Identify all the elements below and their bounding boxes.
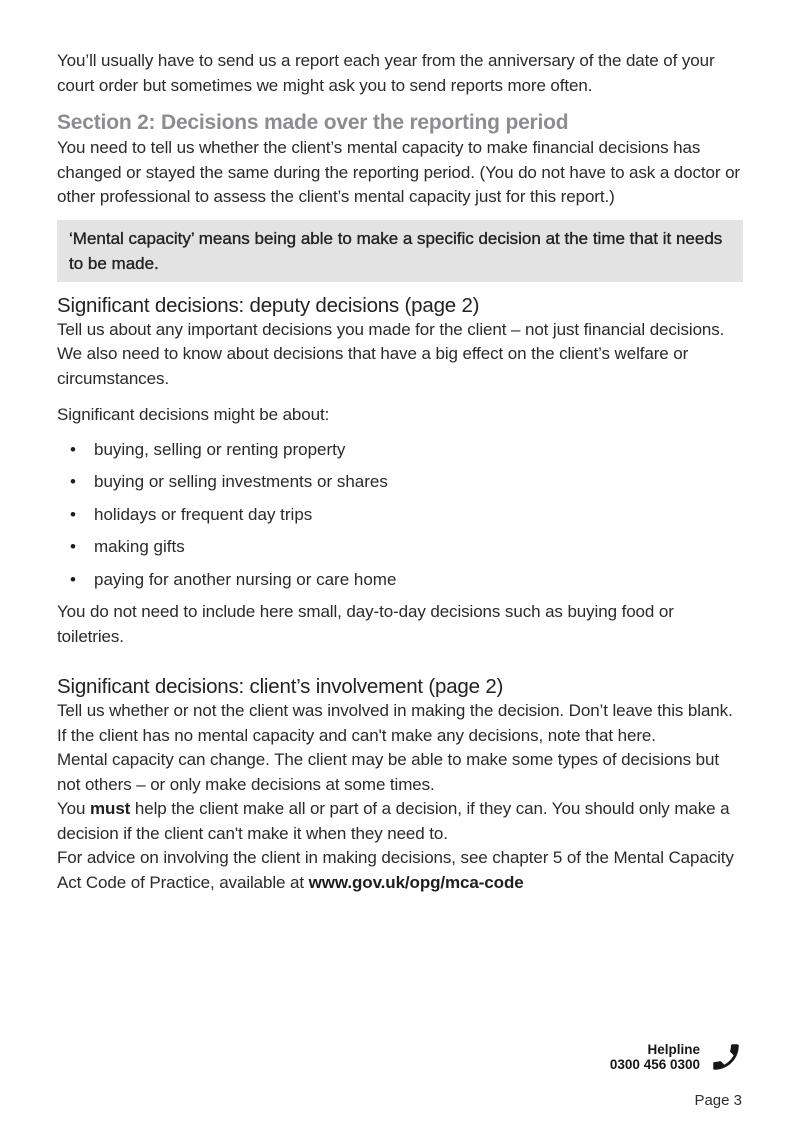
involvement-paragraph-4	[57, 846, 743, 895]
list-item: • holidays or frequent day trips	[57, 503, 743, 528]
page-number: Page 3	[694, 1092, 742, 1109]
callout-text: ‘Mental capacity’ means being able to make a specific decision at the time that it needs to be made.	[69, 228, 723, 273]
involvement-paragraph-2: Mental capacity can change. The client may be able to make some types of decisions but not others – or only make decisions at some times.	[57, 750, 720, 794]
deputy-decisions-heading: Significant decisions: deputy decisions (page 2)	[57, 293, 480, 317]
involvement-paragraph-1: Tell us whether or not the client was involved in making the decision. Don’t leave this blank. If the client has no mental capacity and can't make any decisions, note that here.	[57, 701, 733, 745]
helpline-footer	[610, 1040, 743, 1074]
paragraph-text: help the client make all or part of a decision, if they can. You should only make a decision if the client can't make it when they need to.	[57, 799, 730, 843]
deputy-decisions-paragraph: Tell us about any important decisions you made for the client – not just financial decisions. We also need to know about decisions that have a big effect on the client’s welfare or circumstances.	[57, 319, 725, 388]
list-item: • making gifts	[57, 535, 743, 560]
helpline-text-block	[610, 1042, 700, 1073]
involvement-paragraph-3	[57, 797, 743, 846]
mental-capacity-callout	[57, 220, 743, 282]
section-intro-paragraph: You need to tell us whether the client’s mental capacity to make financial decisions has changed or stayed the same during the reporting period. (You do not have to ask a doctor or other professional to assess the client’s mental capacity just for this report.)	[57, 138, 740, 206]
day-to-day-paragraph: You do not need to include here small, day-to-day decisions such as buying food or toiletries.	[57, 602, 674, 646]
section-2-heading: Section 2: Decisions made over the reporting period	[57, 111, 569, 134]
list-item: • paying for another nursing or care home	[57, 568, 743, 593]
paragraph-text: For advice on involving the client in making decisions, see chapter 5 of the Mental Capacity Act Code of Practice, available at	[57, 848, 734, 892]
list-intro-paragraph: Significant decisions might be about:	[57, 405, 330, 424]
intro-paragraph: You’ll usually have to send us a report each year from the anniversary of the date of your court order but sometimes we might ask you to send reports more often.	[57, 51, 715, 95]
page-content	[57, 0, 743, 895]
significant-decisions-list	[57, 438, 743, 593]
helpline-number: 0300 456 0300	[609, 1057, 700, 1072]
list-item: • buying, selling or renting property	[57, 438, 743, 463]
must-emphasis: must	[90, 799, 131, 818]
helpline-label: Helpline	[647, 1041, 700, 1057]
phone-icon	[709, 1040, 743, 1074]
mca-code-url: www.gov.uk/opg/mca-code	[308, 872, 524, 892]
list-item: • buying or selling investments or shares	[57, 470, 743, 495]
paragraph-text: You	[57, 799, 91, 818]
client-involvement-heading: Significant decisions: client’s involvement (page 2)	[57, 675, 504, 698]
